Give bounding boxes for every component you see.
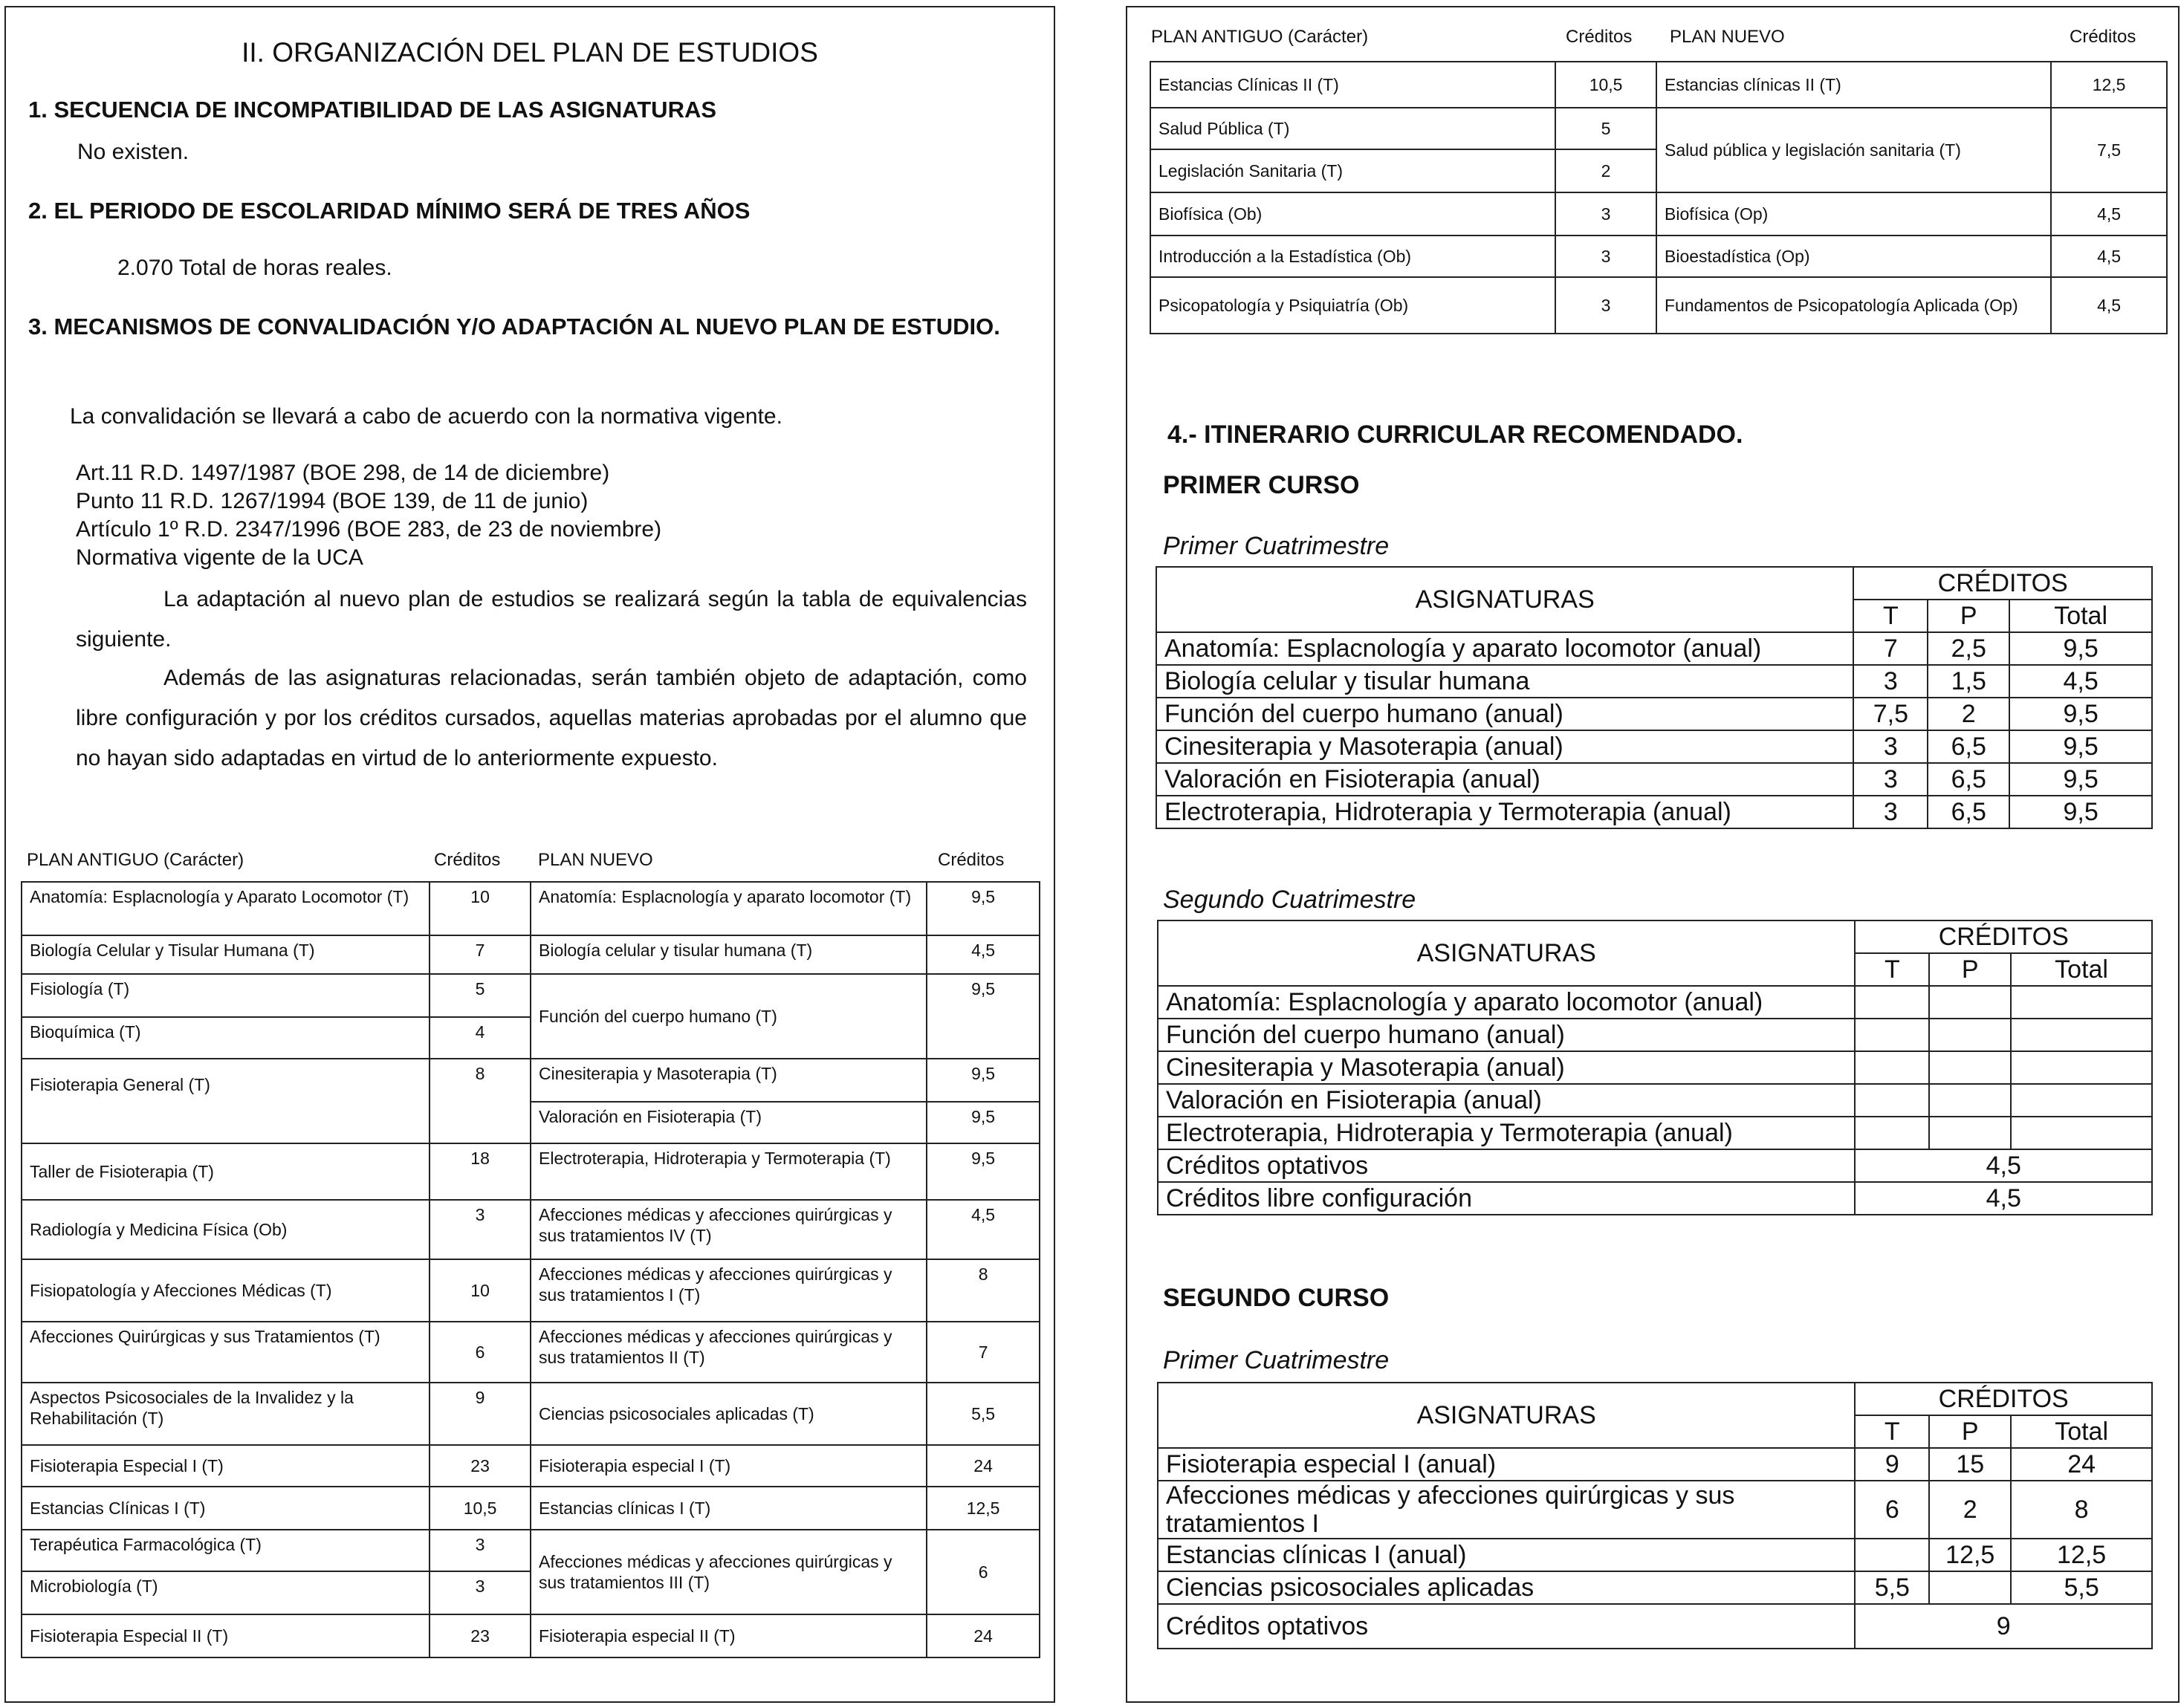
table-row [1156,730,2152,763]
header-p: P [1928,600,2009,632]
new-credits: 7 [927,1322,1040,1383]
old-credits: 23 [430,1614,531,1657]
section-title: II. ORGANIZACIÓN DEL PLAN DE ESTUDIOS [242,37,818,68]
table-row [1150,277,2167,334]
table-row [22,1614,1040,1657]
new-subject: Salud pública y legislación sanitaria (T) [1656,108,2051,192]
old-credits: 7 [430,935,531,974]
new-subject: Estancias clínicas II (T) [1656,62,2051,108]
header-subjects: ASIGNATURAS [1158,1383,1855,1448]
subject-name: Anatomía: Esplacnología y aparato locomotor (anual) [1156,632,1853,665]
header-subjects: ASIGNATURAS [1158,920,1855,986]
heading-min-period: 2. EL PERIODO DE ESCOLARIDAD MÍNIMO SERÁ DE TRES AÑOS [28,198,751,224]
first-course-second-term-table [1157,920,2153,1215]
new-subject: Electroterapia, Hidroterapia y Termoterapia (T) [531,1143,927,1200]
incompatibility-text: No existen. [77,140,189,164]
total-credits: 9,5 [2009,698,2152,730]
old-subject: Fisiología (T) [22,974,430,1017]
total-credits: 9,5 [2009,730,2152,763]
new-credits: 9,5 [927,1143,1040,1200]
total-credits: 12,5 [2011,1539,2152,1571]
t-credits: 3 [1853,730,1928,763]
new-subject: Fundamentos de Psicopatología Aplicada (Op) [1656,277,2051,334]
col-header-credits: Créditos [434,850,501,870]
new-credits: 4,5 [927,1200,1040,1259]
new-credits: 4,5 [2051,192,2167,236]
table-row [1158,986,2152,1019]
total-credits: 9,5 [2009,632,2152,665]
new-credits: 12,5 [2051,62,2167,108]
old-subject: Aspectos Psicosociales de la Invalidez y la Rehabilitación (T) [22,1383,430,1445]
old-credits: 9 [430,1383,531,1445]
subject-name: Estancias clínicas I (anual) [1158,1539,1855,1571]
subject-name: Electroterapia, Hidroterapia y Termoterapia (anual) [1158,1117,1855,1149]
p-credits: 6,5 [1928,796,2009,828]
header-t: T [1853,600,1928,632]
new-subject: Función del cuerpo humano (T) [531,974,927,1059]
first-course-first-term-table [1156,566,2153,829]
new-credits: 24 [927,1445,1040,1487]
subheading-first-term: Primer Cuatrimestre [1163,532,1390,560]
subheading-second-term: Segundo Cuatrimestre [1163,886,1416,914]
header-total: Total [2009,600,2152,632]
heading-itinerary: 4.- ITINERARIO CURRICULAR RECOMENDADO. [1167,420,1743,449]
total-hours-text: 2.070 Total de horas reales. [117,256,392,280]
total-credits: 4,5 [1855,1182,2152,1215]
table-row [1156,665,2152,698]
table-row [22,1059,1040,1102]
subject-name: Anatomía: Esplacnología y aparato locomotor (anual) [1158,986,1855,1019]
old-subject: Fisioterapia Especial II (T) [22,1614,430,1657]
col-header-new-plan: PLAN NUEVO [538,850,653,870]
header-p: P [1929,1415,2011,1448]
old-credits: 3 [1555,277,1656,334]
subject-name: Ciencias psicosociales aplicadas [1158,1571,1855,1604]
old-subject: Introducción a la Estadística (Ob) [1150,236,1555,277]
old-subject: Fisioterapia Especial I (T) [22,1445,430,1487]
table-row [22,1143,1040,1200]
t-credits: 3 [1853,796,1928,828]
col-header-credits-new: Créditos [2070,27,2136,47]
old-subject: Fisioterapia General (T) [22,1059,430,1143]
new-credits: 8 [927,1259,1040,1322]
total-credits: 9,5 [2009,763,2152,796]
norm-item: Punto 11 R.D. 1267/1994 (BOE 139, de 11 de junio) [76,489,589,513]
new-subject: Afecciones médicas y afecciones quirúrgicas y sus tratamientos II (T) [531,1322,927,1383]
left-page [4,6,1055,1703]
header-credits: CRÉDITOS [1855,1383,2152,1415]
new-subject: Afecciones médicas y afecciones quirúrgicas y sus tratamientos IV (T) [531,1200,927,1259]
table-row [22,1383,1040,1445]
old-subject: Salud Pública (T) [1150,108,1555,149]
table-row [22,1445,1040,1487]
old-credits: 3 [1555,192,1656,236]
new-credits: 7,5 [2051,108,2167,192]
p-credits: 1,5 [1928,665,2009,698]
table-row [1158,1539,2152,1571]
old-subject: Biofísica (Ob) [1150,192,1555,236]
subject-name: Valoración en Fisioterapia (anual) [1158,1084,1855,1117]
old-subject: Estancias Clínicas II (T) [1150,62,1555,108]
new-subject: Ciencias psicosociales aplicadas (T) [531,1383,927,1445]
table-row [22,935,1040,974]
new-subject: Cinesiterapia y Masoterapia (T) [531,1059,927,1102]
equivalence-table-continued [1150,61,2168,334]
new-credits: 9,5 [927,1102,1040,1143]
t-credits: 6 [1855,1481,1929,1539]
table-row [1158,1051,2152,1084]
table-row [1158,1117,2152,1149]
new-subject: Anatomía: Esplacnología y aparato locomotor (T) [531,882,927,935]
subject-name: Créditos optativos [1158,1149,1855,1182]
t-credits: 3 [1853,763,1928,796]
old-credits: 23 [430,1445,531,1487]
old-subject: Taller de Fisioterapia (T) [22,1143,430,1200]
new-credits: 24 [927,1614,1040,1657]
heading-convalidation: 3. MECANISMOS DE CONVALIDACIÓN Y/O ADAPTACIÓN AL NUEVO PLAN DE ESTUDIO. [28,314,1000,340]
new-credits: 9,5 [927,974,1040,1059]
table-row [1150,192,2167,236]
new-credits: 4,5 [927,935,1040,974]
norm-item: Art.11 R.D. 1497/1987 (BOE 298, de 14 de diciembre) [76,461,610,485]
t-credits: 5,5 [1855,1571,1929,1604]
t-credits [1855,1539,1929,1571]
total-credits: 4,5 [2009,665,2152,698]
header-credits: CRÉDITOS [1855,920,2152,953]
new-credits: 9,5 [927,882,1040,935]
total-credits: 9,5 [2009,796,2152,828]
new-credits: 4,5 [2051,236,2167,277]
old-credits: 4 [430,1017,531,1059]
total-credits: 24 [2011,1448,2152,1481]
subheading-first-term-second-course: Primer Cuatrimestre [1163,1346,1390,1374]
new-subject: Valoración en Fisioterapia (T) [531,1102,927,1143]
table-row [1156,632,2152,665]
subject-name: Función del cuerpo humano (anual) [1156,698,1853,730]
old-subject: Fisiopatología y Afecciones Médicas (T) [22,1259,430,1322]
total-credits: 9 [1855,1604,2152,1649]
table-row [1150,108,2167,149]
p-credits: 2,5 [1928,632,2009,665]
table-row [22,1487,1040,1530]
table-row [1158,1019,2152,1051]
table-row [1158,1448,2152,1481]
old-credits: 10,5 [1555,62,1656,108]
old-credits: 3 [430,1200,531,1259]
t-credits: 3 [1853,665,1928,698]
total-credits: 8 [2011,1481,2152,1539]
table-row [22,1530,1040,1571]
old-subject: Biología Celular y Tisular Humana (T) [22,935,430,974]
table-header-row [1158,920,2152,953]
table-row [1150,62,2167,108]
subject-name: Cinesiterapia y Masoterapia (anual) [1158,1051,1855,1084]
old-credits: 5 [430,974,531,1017]
old-credits: 18 [430,1143,531,1200]
new-credits: 6 [927,1530,1040,1614]
norm-item: Artículo 1º R.D. 2347/1996 (BOE 283, de 23 de noviembre) [76,517,662,542]
table-row [1156,796,2152,828]
old-credits: 10 [430,1259,531,1322]
t-credits: 7,5 [1853,698,1928,730]
header-total: Total [2011,1415,2152,1448]
heading-second-course: SEGUNDO CURSO [1163,1284,1390,1312]
norm-item: Normativa vigente de la UCA [76,545,363,570]
table-row [1158,1481,2152,1539]
new-credits: 12,5 [927,1487,1040,1530]
old-credits: 10 [430,882,531,935]
new-subject: Biología celular y tisular humana (T) [531,935,927,974]
old-credits: 3 [430,1530,531,1571]
subject-name: Créditos libre configuración [1158,1182,1855,1215]
table-row [1158,1149,2152,1182]
table-row [1156,763,2152,796]
old-subject: Radiología y Medicina Física (Ob) [22,1200,430,1259]
col-header-old-plan: PLAN ANTIGUO (Carácter) [27,850,244,870]
new-credits: 9,5 [927,1059,1040,1102]
heading-incompatibility: 1. SECUENCIA DE INCOMPATIBILIDAD DE LAS ASIGNATURAS [28,97,717,123]
p-credits: 2 [1929,1481,2011,1539]
header-total: Total [2011,953,2152,986]
new-subject: Afecciones médicas y afecciones quirúrgicas y sus tratamientos III (T) [531,1530,927,1614]
subject-name: Biología celular y tisular humana [1156,665,1853,698]
old-credits: 3 [1555,236,1656,277]
old-subject: Afecciones Quirúrgicas y sus Tratamientos (T) [22,1322,430,1383]
t-credits: 7 [1853,632,1928,665]
new-credits: 4,5 [2051,277,2167,334]
header-credits: CRÉDITOS [1853,567,2152,600]
adaptation-paragraph: La adaptación al nuevo plan de estudios se realizará según la tabla de equivalencias siguiente. [76,587,1027,652]
header-t: T [1855,1415,1929,1448]
old-credits: 2 [1555,149,1656,192]
p-credits: 2 [1928,698,2009,730]
old-credits: 8 [430,1059,531,1143]
old-subject: Estancias Clínicas I (T) [22,1487,430,1530]
additional-adaptation-paragraph: Además de las asignaturas relacionadas, serán también objeto de adaptación, como libre configuración y por los créditos cursados, aquellas materias aprobadas por el alumno que no hayan sido adaptadas en virtud de lo anteriormente expuesto. [76,666,1027,770]
subject-name: Créditos optativos [1158,1604,1855,1649]
p-credits: 12,5 [1929,1539,2011,1571]
col-header-credits-new: Créditos [938,850,1005,870]
new-subject: Fisioterapia especial II (T) [531,1614,927,1657]
old-subject: Psicopatología y Psiquiatría (Ob) [1150,277,1555,334]
new-subject: Fisioterapia especial I (T) [531,1445,927,1487]
table-row [1158,1084,2152,1117]
table-row [1158,1182,2152,1215]
norms-list [76,459,661,572]
table-row [1150,236,2167,277]
table-row [1158,1571,2152,1604]
heading-first-course: PRIMER CURSO [1163,471,1360,499]
col-header-new-plan: PLAN NUEVO [1670,27,1785,47]
new-subject: Estancias clínicas I (T) [531,1487,927,1530]
header-subjects: ASIGNATURAS [1156,567,1853,632]
table-row [22,974,1040,1017]
subject-name: Cinesiterapia y Masoterapia (anual) [1156,730,1853,763]
col-header-credits: Créditos [1566,27,1633,47]
table-header-row [1156,567,2152,600]
new-subject: Afecciones médicas y afecciones quirúrgicas y sus tratamientos I (T) [531,1259,927,1322]
total-credits: 4,5 [1855,1149,2152,1182]
old-subject: Terapéutica Farmacológica (T) [22,1530,430,1571]
old-subject: Microbiología (T) [22,1571,430,1614]
table-row [22,882,1040,935]
old-credits: 3 [430,1571,531,1614]
second-course-first-term-table [1157,1382,2153,1649]
header-t: T [1855,953,1929,986]
col-header-old-plan: PLAN ANTIGUO (Carácter) [1151,27,1369,47]
old-credits: 5 [1555,108,1656,149]
subject-name: Fisioterapia especial I (anual) [1158,1448,1855,1481]
subject-name: Electroterapia, Hidroterapia y Termoterapia (anual) [1156,796,1853,828]
p-credits: 6,5 [1928,730,2009,763]
old-subject: Bioquímica (T) [22,1017,430,1059]
t-credits: 9 [1855,1448,1929,1481]
right-page [1126,6,2180,1703]
new-subject: Bioestadística (Op) [1656,236,2051,277]
new-subject: Biofísica (Op) [1656,192,2051,236]
table-header-row [1158,1383,2152,1415]
convalidation-intro: La convalidación se llevará a cabo de acuerdo con la normativa vigente. [70,404,782,429]
subject-name: Función del cuerpo humano (anual) [1158,1019,1855,1051]
subject-name: Afecciones médicas y afecciones quirúrgicas y sus tratamientos I [1158,1481,1855,1539]
old-subject: Anatomía: Esplacnología y Aparato Locomotor (T) [22,882,430,935]
header-p: P [1929,953,2011,986]
table-row [1156,698,2152,730]
old-subject: Legislación Sanitaria (T) [1150,149,1555,192]
equivalence-table [21,881,1040,1658]
new-credits: 5,5 [927,1383,1040,1445]
old-credits: 10,5 [430,1487,531,1530]
table-row [22,1322,1040,1383]
total-credits: 5,5 [2011,1571,2152,1604]
table-row [1158,1604,2152,1649]
p-credits: 15 [1929,1448,2011,1481]
old-credits: 6 [430,1322,531,1383]
p-credits [1929,1571,2011,1604]
subject-name: Valoración en Fisioterapia (anual) [1156,763,1853,796]
table-row [22,1200,1040,1259]
p-credits: 6,5 [1928,763,2009,796]
table-row [22,1259,1040,1322]
